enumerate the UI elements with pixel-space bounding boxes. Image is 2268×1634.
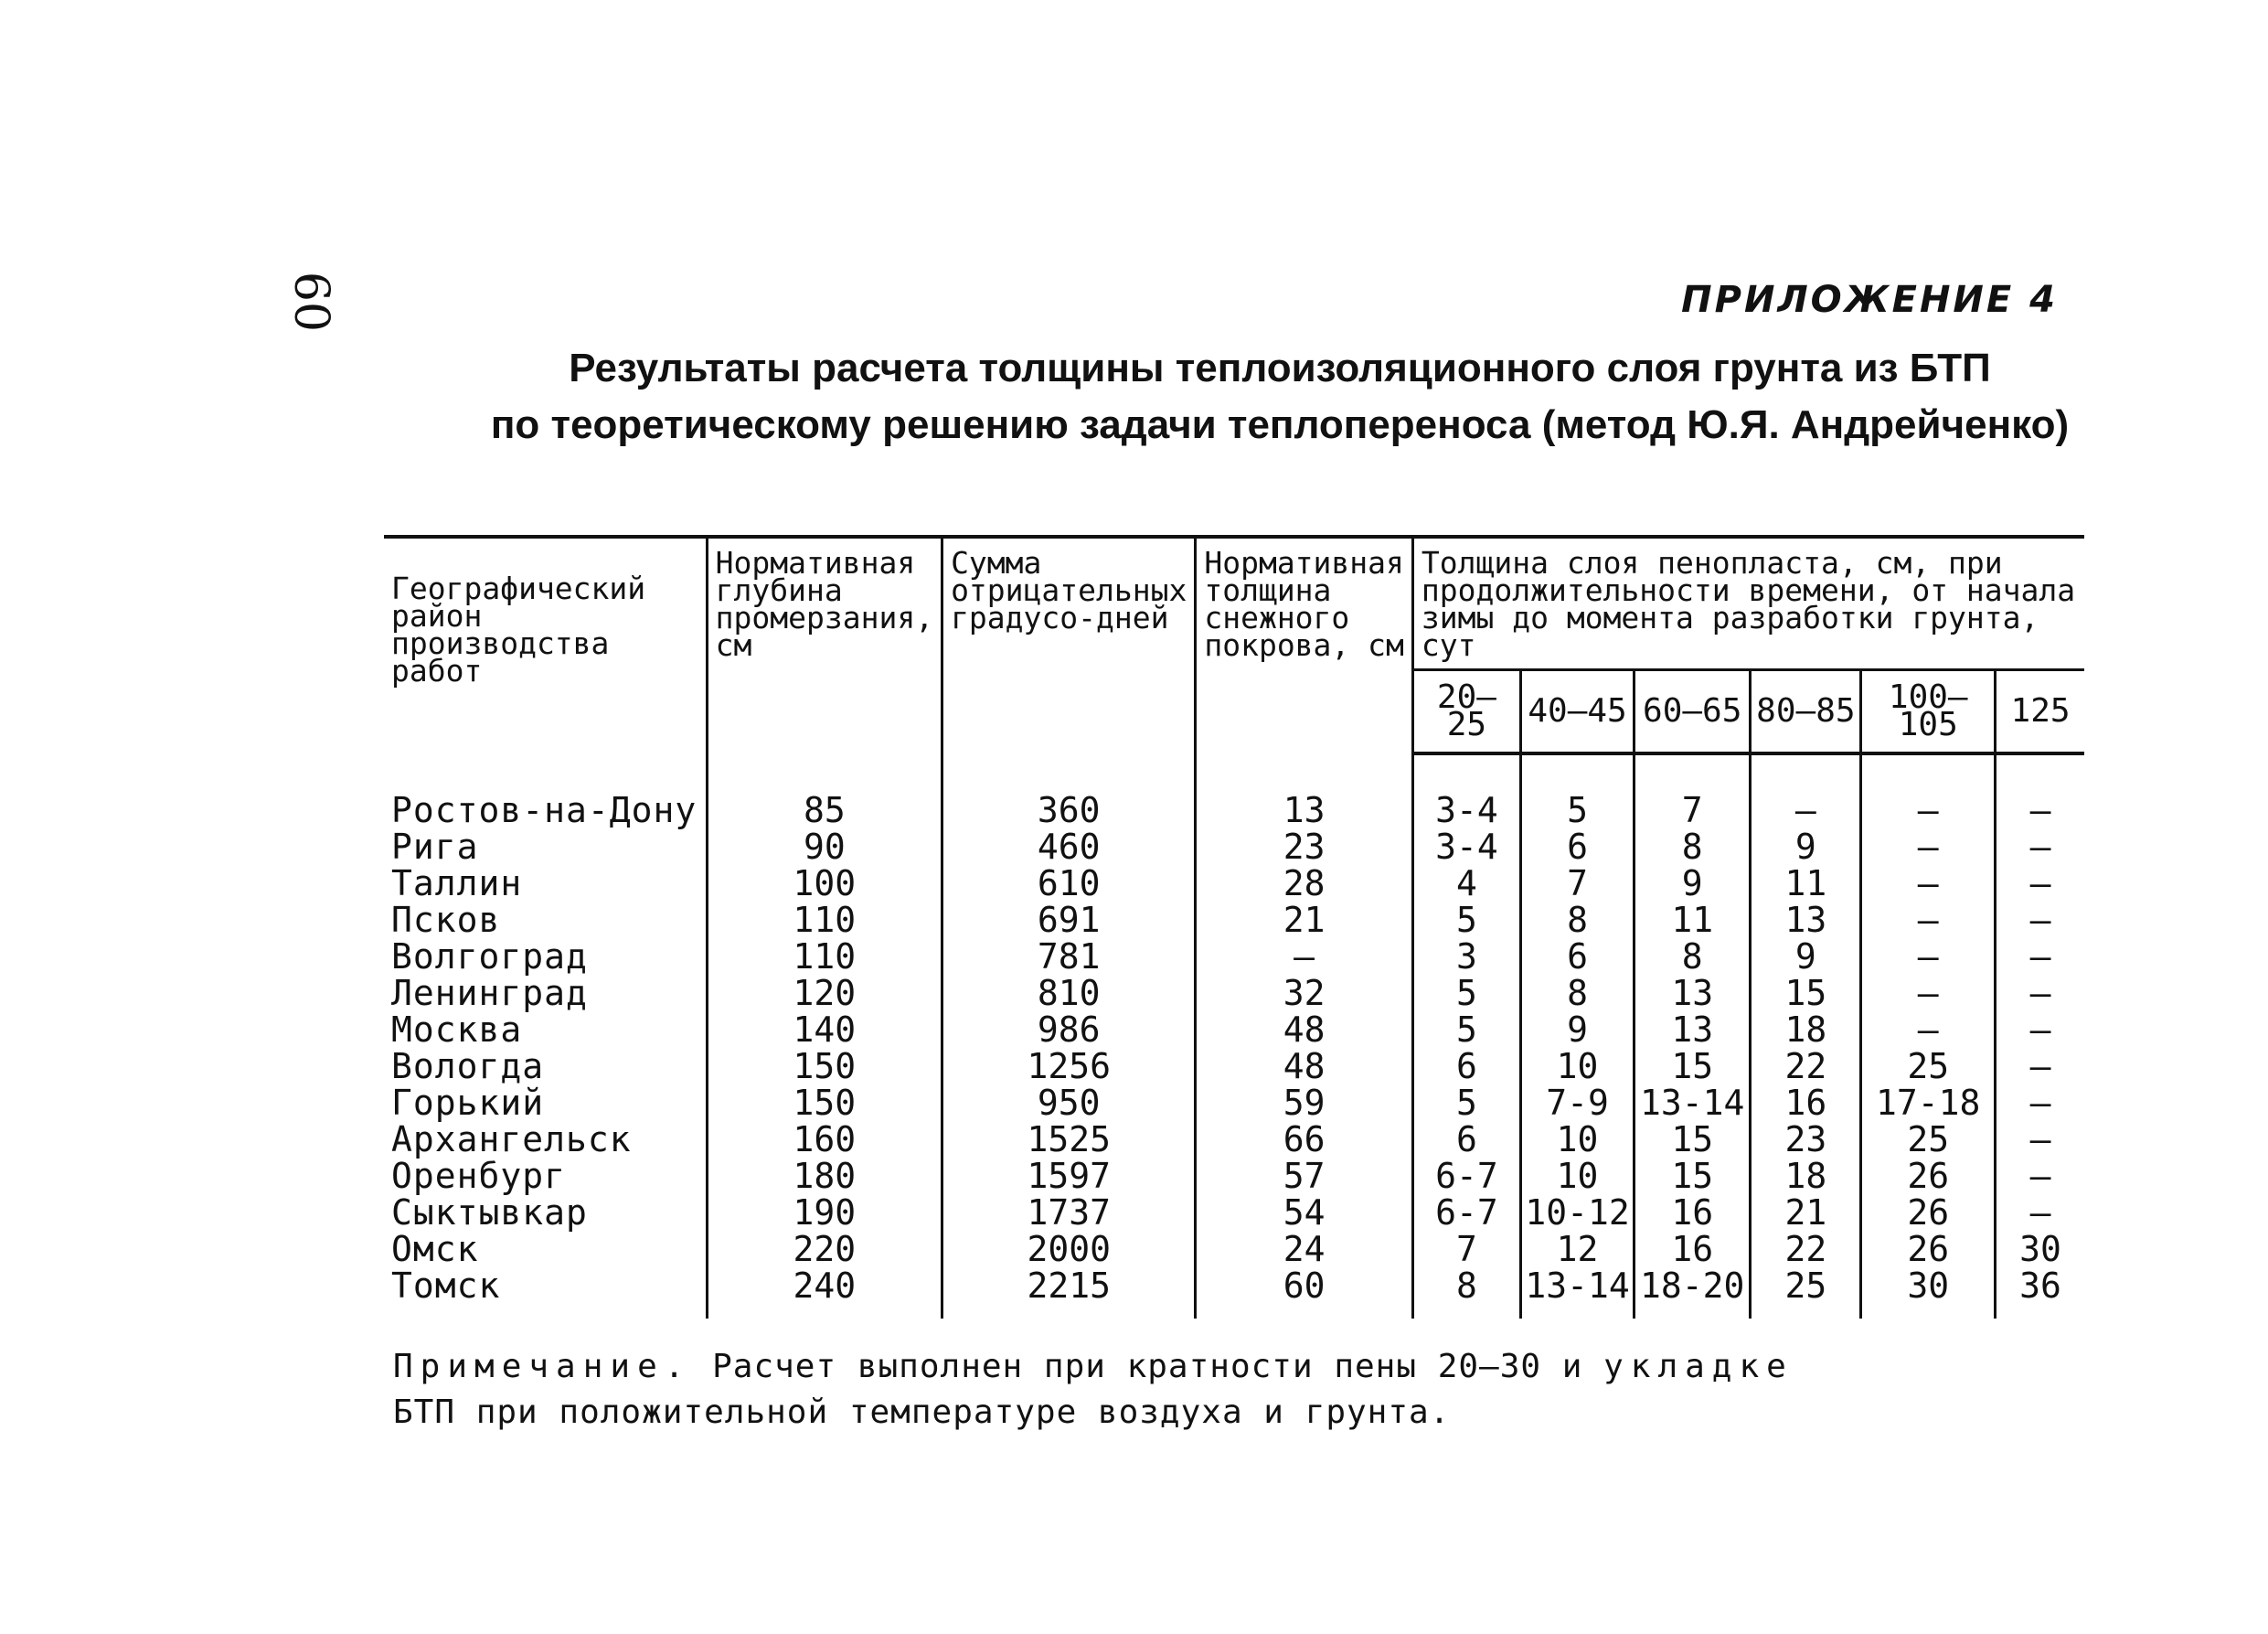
foam-thickness-cell: –: [1996, 1158, 2084, 1194]
header-region: Географический район производства работ: [384, 537, 707, 753]
foam-thickness-cell: –: [1996, 865, 2084, 902]
foam-thickness-cell: –: [1996, 902, 2084, 938]
foam-thickness-cell: 10: [1520, 1048, 1634, 1084]
depth-cell: 150: [707, 1048, 942, 1084]
note-text-a: Расчет выполнен при кратности пены 20–30 и: [712, 1348, 1583, 1385]
foam-thickness-cell: 21: [1751, 1194, 1861, 1231]
page-number: 60: [283, 271, 338, 333]
foam-thickness-cell: 8: [1634, 828, 1751, 865]
snow-cell: 59: [1196, 1084, 1413, 1121]
degree-days-cell: 986: [942, 1011, 1196, 1048]
appendix-label: ПРИЛОЖЕНИЕ 4: [1681, 279, 2058, 321]
depth-cell: 140: [707, 1011, 942, 1048]
foam-thickness-cell: 7-9: [1520, 1084, 1634, 1121]
foam-thickness-cell: 9: [1751, 938, 1861, 975]
header-duration-3: 60–65: [1634, 670, 1751, 754]
depth-cell: 160: [707, 1121, 942, 1158]
depth-cell: 85: [707, 792, 942, 828]
snow-cell: 48: [1196, 1011, 1413, 1048]
table-row: [384, 1231, 2084, 1267]
foam-thickness-cell: –: [1996, 1121, 2084, 1158]
city-cell: Томск: [391, 1266, 501, 1306]
table-row: [384, 1084, 2084, 1121]
city-cell: Ленинград: [391, 973, 588, 1013]
foam-thickness-cell: 25: [1751, 1267, 1861, 1304]
foam-thickness-cell: 18: [1751, 1011, 1861, 1048]
depth-cell: 90: [707, 828, 942, 865]
degree-days-cell: 360: [942, 792, 1196, 828]
foam-thickness-cell: –: [1751, 792, 1861, 828]
degree-days-cell: 1525: [942, 1121, 1196, 1158]
snow-cell: 13: [1196, 792, 1413, 828]
foam-thickness-cell: 3-4: [1412, 828, 1520, 865]
depth-cell: 100: [707, 865, 942, 902]
foam-thickness-cell: 12: [1520, 1231, 1634, 1267]
city-cell: Сыктывкар: [391, 1192, 588, 1233]
foam-thickness-cell: 8: [1520, 975, 1634, 1011]
foam-thickness-cell: 13: [1634, 1011, 1751, 1048]
foam-thickness-cell: 6: [1412, 1048, 1520, 1084]
foam-thickness-cell: 16: [1634, 1194, 1751, 1231]
header-duration-1: 20–25: [1412, 670, 1520, 754]
snow-cell: –: [1196, 938, 1413, 975]
table-row: [384, 1267, 2084, 1304]
foam-thickness-cell: –: [1861, 1011, 1996, 1048]
header-degree-days: Сумма отрицательных градусо-дней: [942, 537, 1196, 753]
foam-thickness-cell: 10: [1520, 1121, 1634, 1158]
city-cell: Таллин: [391, 863, 523, 903]
snow-cell: 28: [1196, 865, 1413, 902]
depth-cell: 220: [707, 1231, 942, 1267]
depth-cell: 190: [707, 1194, 942, 1231]
foam-thickness-cell: –: [1996, 1084, 2084, 1121]
foam-thickness-cell: 9: [1751, 828, 1861, 865]
degree-days-cell: 460: [942, 828, 1196, 865]
foam-thickness-cell: 36: [1996, 1267, 2084, 1304]
title-line-2: по теоретическому решению задачи теплопереноса (метод Ю.Я. Андрейченко): [490, 402, 2070, 447]
foam-thickness-cell: –: [1996, 975, 2084, 1011]
foam-thickness-cell: 17-18: [1861, 1084, 1996, 1121]
foam-thickness-cell: –: [1996, 1048, 2084, 1084]
foam-thickness-cell: 30: [1861, 1267, 1996, 1304]
degree-days-cell: 810: [942, 975, 1196, 1011]
depth-cell: 240: [707, 1267, 942, 1304]
header-foam-thickness: Толщина слоя пенопласта, см, при продолжительности времени, от начала зимы до момента разработки грунта, сут: [1412, 537, 2084, 670]
table-row: [384, 938, 2084, 975]
city-cell: Рига: [391, 827, 479, 867]
foam-thickness-cell: 13: [1751, 902, 1861, 938]
snow-cell: 57: [1196, 1158, 1413, 1194]
foam-thickness-cell: 13-14: [1634, 1084, 1751, 1121]
note-label: Примечание.: [393, 1348, 692, 1385]
snow-cell: 66: [1196, 1121, 1413, 1158]
foam-thickness-cell: –: [1861, 975, 1996, 1011]
foam-thickness-cell: –: [1861, 938, 1996, 975]
foam-thickness-cell: 6: [1412, 1121, 1520, 1158]
table-body: [384, 753, 2084, 1319]
foam-thickness-cell: 4: [1412, 865, 1520, 902]
note-text-b: укладке: [1603, 1348, 1794, 1385]
foam-thickness-cell: 6: [1520, 828, 1634, 865]
foam-thickness-cell: 26: [1861, 1158, 1996, 1194]
header-duration-2: 40–45: [1520, 670, 1634, 754]
depth-cell: 110: [707, 902, 942, 938]
foam-thickness-cell: 15: [1634, 1121, 1751, 1158]
foam-thickness-cell: 15: [1751, 975, 1861, 1011]
foam-thickness-cell: 7: [1412, 1231, 1520, 1267]
foam-thickness-cell: –: [1996, 828, 2084, 865]
foam-thickness-cell: 5: [1412, 1084, 1520, 1121]
foam-thickness-cell: –: [1861, 828, 1996, 865]
foam-thickness-cell: 22: [1751, 1048, 1861, 1084]
foam-thickness-cell: 7: [1520, 865, 1634, 902]
city-cell: Омск: [391, 1229, 479, 1269]
foam-thickness-cell: 26: [1861, 1194, 1996, 1231]
table-row: [384, 1121, 2084, 1158]
foam-thickness-cell: 5: [1412, 975, 1520, 1011]
foam-thickness-cell: 22: [1751, 1231, 1861, 1267]
city-cell: Оренбург: [391, 1156, 567, 1196]
city-cell: Горький: [391, 1083, 545, 1123]
degree-days-cell: 2215: [942, 1267, 1196, 1304]
depth-cell: 180: [707, 1158, 942, 1194]
table-row: [384, 1048, 2084, 1084]
snow-cell: 48: [1196, 1048, 1413, 1084]
depth-cell: 120: [707, 975, 942, 1011]
foam-thickness-cell: 16: [1751, 1084, 1861, 1121]
foam-thickness-cell: 9: [1520, 1011, 1634, 1048]
foam-thickness-cell: –: [1861, 865, 1996, 902]
foam-thickness-cell: 26: [1861, 1231, 1996, 1267]
foam-thickness-cell: 6-7: [1412, 1158, 1520, 1194]
foam-thickness-cell: –: [1861, 792, 1996, 828]
degree-days-cell: 610: [942, 865, 1196, 902]
foam-thickness-cell: 15: [1634, 1048, 1751, 1084]
foam-thickness-cell: 3-4: [1412, 792, 1520, 828]
foam-thickness-cell: 5: [1412, 1011, 1520, 1048]
city-cell: Волгоград: [391, 936, 588, 977]
foam-thickness-cell: 25: [1861, 1121, 1996, 1158]
table-title: [457, 340, 2103, 454]
foam-thickness-cell: 11: [1634, 902, 1751, 938]
city-cell: Псков: [391, 900, 501, 940]
foam-thickness-cell: 13-14: [1520, 1267, 1634, 1304]
table-row: [384, 865, 2084, 902]
foam-thickness-cell: 18: [1751, 1158, 1861, 1194]
degree-days-cell: 781: [942, 938, 1196, 975]
city-cell: Вологда: [391, 1046, 545, 1086]
foam-thickness-cell: –: [1996, 792, 2084, 828]
foam-thickness-cell: 5: [1520, 792, 1634, 828]
snow-cell: 54: [1196, 1194, 1413, 1231]
table-row: [384, 1158, 2084, 1194]
foam-thickness-cell: –: [1861, 902, 1996, 938]
table-note: [393, 1344, 2093, 1436]
snow-cell: 32: [1196, 975, 1413, 1011]
foam-thickness-cell: 10-12: [1520, 1194, 1634, 1231]
foam-thickness-cell: –: [1996, 1194, 2084, 1231]
header-depth: Нормативная глубина промерзания, см: [707, 537, 942, 753]
foam-thickness-cell: 9: [1634, 865, 1751, 902]
table-row: [384, 792, 2084, 828]
foam-thickness-cell: 11: [1751, 865, 1861, 902]
table-row: [384, 1011, 2084, 1048]
snow-cell: 23: [1196, 828, 1413, 865]
table-row: [384, 1194, 2084, 1231]
snow-cell: 24: [1196, 1231, 1413, 1267]
depth-cell: 110: [707, 938, 942, 975]
foam-thickness-cell: 3: [1412, 938, 1520, 975]
foam-thickness-cell: 6-7: [1412, 1194, 1520, 1231]
results-table: [384, 535, 2084, 1319]
table-row: [384, 975, 2084, 1011]
header-duration-6: 125: [1996, 670, 2084, 754]
foam-thickness-cell: 8: [1520, 902, 1634, 938]
foam-thickness-cell: 16: [1634, 1231, 1751, 1267]
degree-days-cell: 1256: [942, 1048, 1196, 1084]
degree-days-cell: 950: [942, 1084, 1196, 1121]
foam-thickness-cell: 8: [1412, 1267, 1520, 1304]
snow-cell: 60: [1196, 1267, 1413, 1304]
foam-thickness-cell: 18-20: [1634, 1267, 1751, 1304]
degree-days-cell: 1597: [942, 1158, 1196, 1194]
header-duration-5: 100–105: [1861, 670, 1996, 754]
note-text-c: БТП при положительной температуре воздуха и грунта.: [393, 1394, 1451, 1431]
table-row: [384, 828, 2084, 865]
foam-thickness-cell: –: [1996, 1011, 2084, 1048]
header-duration-4: 80–85: [1751, 670, 1861, 754]
foam-thickness-cell: 8: [1634, 938, 1751, 975]
city-cell: Архангельск: [391, 1119, 632, 1159]
foam-thickness-cell: 25: [1861, 1048, 1996, 1084]
foam-thickness-cell: 6: [1520, 938, 1634, 975]
foam-thickness-cell: 30: [1996, 1231, 2084, 1267]
foam-thickness-cell: 10: [1520, 1158, 1634, 1194]
header-snow: Нормативная толщина снежного покрова, см: [1196, 537, 1413, 753]
degree-days-cell: 2000: [942, 1231, 1196, 1267]
degree-days-cell: 1737: [942, 1194, 1196, 1231]
foam-thickness-cell: 23: [1751, 1121, 1861, 1158]
foam-thickness-cell: 15: [1634, 1158, 1751, 1194]
foam-thickness-cell: 7: [1634, 792, 1751, 828]
table-row: [384, 902, 2084, 938]
foam-thickness-cell: 5: [1412, 902, 1520, 938]
city-cell: Ростов-на-Дону: [391, 790, 697, 830]
table-bottom-spacer: [384, 1304, 2084, 1319]
snow-cell: 21: [1196, 902, 1413, 938]
title-line-1: Результаты расчета толщины теплоизоляционного слоя грунта из БТП: [569, 346, 1991, 390]
degree-days-cell: 691: [942, 902, 1196, 938]
city-cell: Москва: [391, 1009, 523, 1050]
depth-cell: 150: [707, 1084, 942, 1121]
foam-thickness-cell: –: [1996, 938, 2084, 975]
foam-thickness-cell: 13: [1634, 975, 1751, 1011]
